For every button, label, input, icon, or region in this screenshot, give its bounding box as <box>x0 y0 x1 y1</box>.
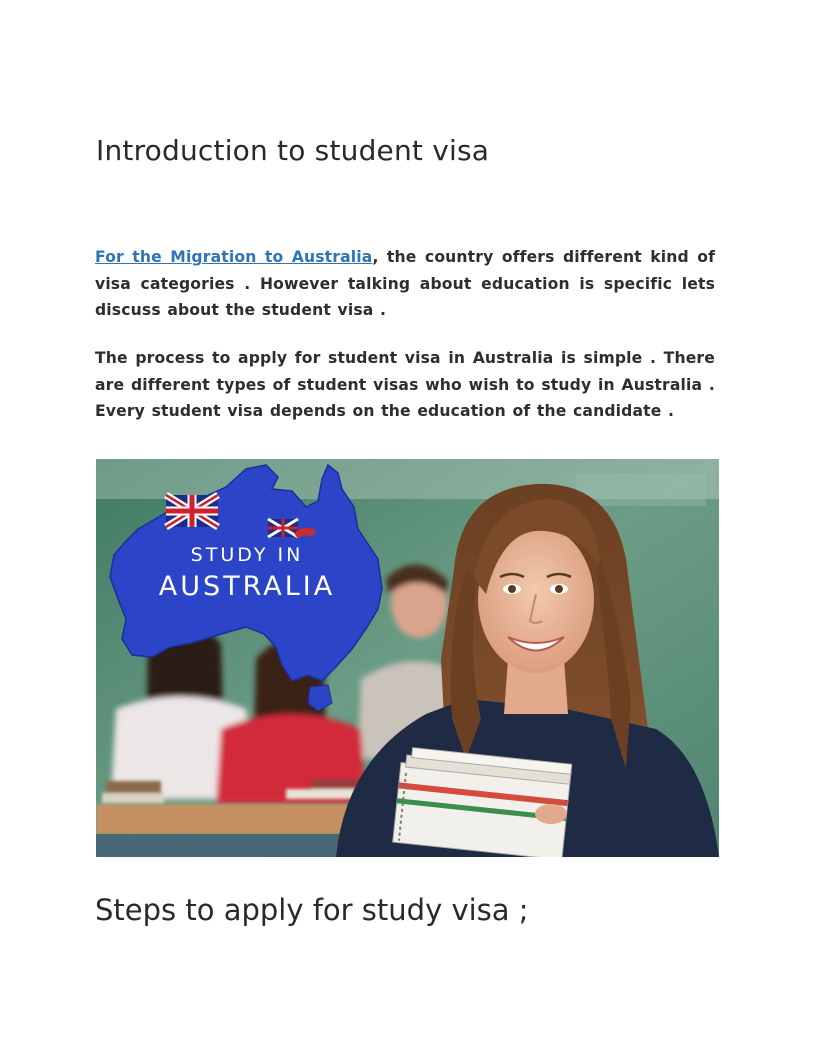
process-paragraph: The process to apply for student visa in Australia is simple . There are different types of student visas who wish to study in Australia . Every student visa depends on the education of the candidate . <box>95 349 715 420</box>
migration-australia-link[interactable]: For the Migration to Australia <box>95 248 373 266</box>
intro-paragraph <box>95 244 715 324</box>
study-in-caption: STUDY IN <box>190 544 304 566</box>
australia-caption: AUSTRALIA <box>158 571 336 602</box>
steps-heading: Steps to apply for study visa ; <box>95 893 529 927</box>
study-in-australia-image <box>96 459 719 857</box>
page-title: Introduction to student visa <box>96 134 490 167</box>
intro-paragraph-text: , the country offers different kind of visa categories . However talking about education is specific lets discuss about the student visa . <box>95 248 716 319</box>
